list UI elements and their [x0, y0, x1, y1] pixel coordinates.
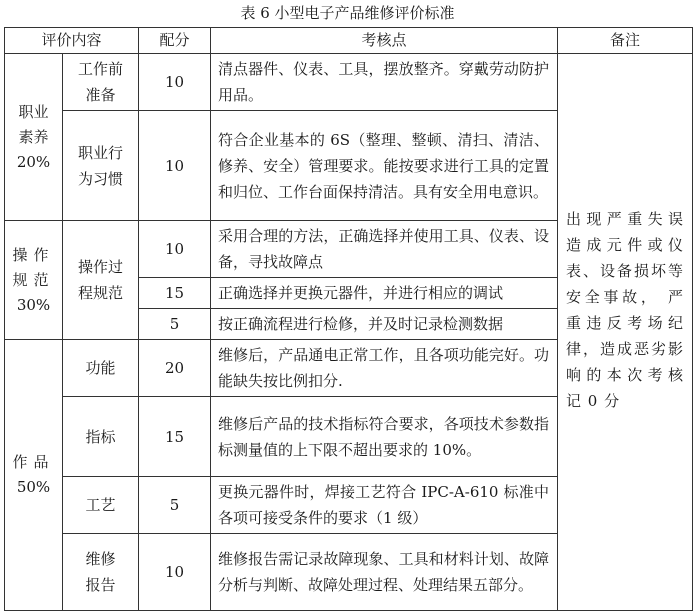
- sub-item-line: 维修: [85, 550, 116, 568]
- dimension-line: 操作: [12, 245, 55, 264]
- dimension-cell: [5, 340, 63, 611]
- remarks-line: 律，造成恶劣影: [566, 340, 684, 358]
- header-row: [5, 28, 693, 54]
- remarks-line: 重违反考场纪: [566, 314, 684, 332]
- dimension-line: 30%: [16, 295, 51, 314]
- remarks-line: 表、设备损坏等: [566, 262, 684, 280]
- sub-item-line: 职业行: [77, 143, 123, 162]
- criteria-cell: 采用合理的方法，正确选择并使用工具、仪表、设备，寻找故障点: [211, 221, 558, 278]
- dimension-line: 20%: [16, 152, 51, 171]
- remarks-cell: [558, 54, 693, 611]
- criteria-cell: 维修报告需记录故障现象、工具和材料计划、故障分析与判断、故障处理过程、处理结果五部分。: [211, 534, 558, 611]
- sub-item-line: 程规范: [77, 284, 123, 302]
- dimension-line: 规范: [12, 270, 55, 289]
- sub-item-line: 工艺: [85, 496, 116, 514]
- sub-item-line: 工作前: [77, 60, 123, 78]
- score-cell: 20: [139, 340, 211, 397]
- score-cell: 10: [139, 111, 211, 221]
- sub-item-line: 为习惯: [77, 169, 123, 188]
- sub-item-line: 指标: [85, 427, 116, 446]
- score-cell: 10: [139, 534, 211, 611]
- remarks-line: 记 0 分: [566, 392, 621, 410]
- sub-item-cell: [63, 340, 139, 397]
- header-content: 评价内容: [5, 28, 139, 54]
- score-cell: 5: [139, 309, 211, 340]
- criteria-cell: 清点器件、仪表、工具，摆放整齐。穿戴劳动防护用品。: [211, 54, 558, 111]
- dimension-line: 作品: [12, 453, 55, 471]
- header-criteria: 考核点: [211, 28, 558, 54]
- sub-item-line: 功能: [85, 359, 116, 377]
- dimension-line: 职业: [18, 102, 49, 121]
- score-cell: 5: [139, 477, 211, 534]
- table-caption: 表 6 小型电子产品维修评价标准: [240, 4, 455, 22]
- remarks-line: 安全事故， 严: [566, 288, 684, 306]
- sub-item-line: 操作过: [77, 258, 123, 276]
- evaluation-table: [4, 27, 693, 611]
- table-row: [5, 54, 693, 111]
- sub-item-cell: [63, 111, 139, 221]
- sub-item-line: 报告: [85, 576, 116, 594]
- dimension-cell: [5, 54, 63, 221]
- remarks-line: 出现严重失误: [566, 210, 684, 228]
- sub-item-cell: [63, 534, 139, 611]
- header-score: 配分: [139, 28, 211, 54]
- criteria-cell: 符合企业基本的 6S（整理、整顿、清扫、清洁、修养、安全）管理要求。能按要求进行工具的定置和归位、工作台面保持清洁。具有安全用电意识。: [211, 111, 558, 221]
- dimension-line: 素养: [18, 127, 49, 146]
- score-cell: 10: [139, 54, 211, 111]
- sub-item-cell: [63, 54, 139, 111]
- sub-item-cell: [63, 397, 139, 477]
- score-cell: 10: [139, 221, 211, 278]
- score-cell: 15: [139, 278, 211, 309]
- sub-item-line: 准备: [85, 86, 116, 104]
- remarks-line: 响的本次考核: [566, 366, 684, 384]
- criteria-cell: 维修后，产品通电正常工作，且各项功能完好。功能缺失按比例扣分.: [211, 340, 558, 397]
- dimension-cell: [5, 221, 63, 340]
- score-cell: 15: [139, 397, 211, 477]
- dimension-line: 50%: [16, 478, 51, 496]
- criteria-cell: 正确选择并更换元器件，并进行相应的调试: [211, 278, 558, 309]
- criteria-cell: 按正确流程进行检修，并及时记录检测数据: [211, 309, 558, 340]
- criteria-cell: 维修后产品的技术指标符合要求，各项技术参数指标测量值的上下限不超出要求的 10%。: [211, 397, 558, 477]
- sub-item-cell: [63, 477, 139, 534]
- header-remarks: 备注: [558, 28, 693, 54]
- criteria-cell: 更换元器件时，焊接工艺符合 IPC-A-610 标准中各项可接受条件的要求（1 级）: [211, 477, 558, 534]
- sub-item-cell: [63, 221, 139, 340]
- remarks-line: 造成元件或仪: [566, 236, 684, 254]
